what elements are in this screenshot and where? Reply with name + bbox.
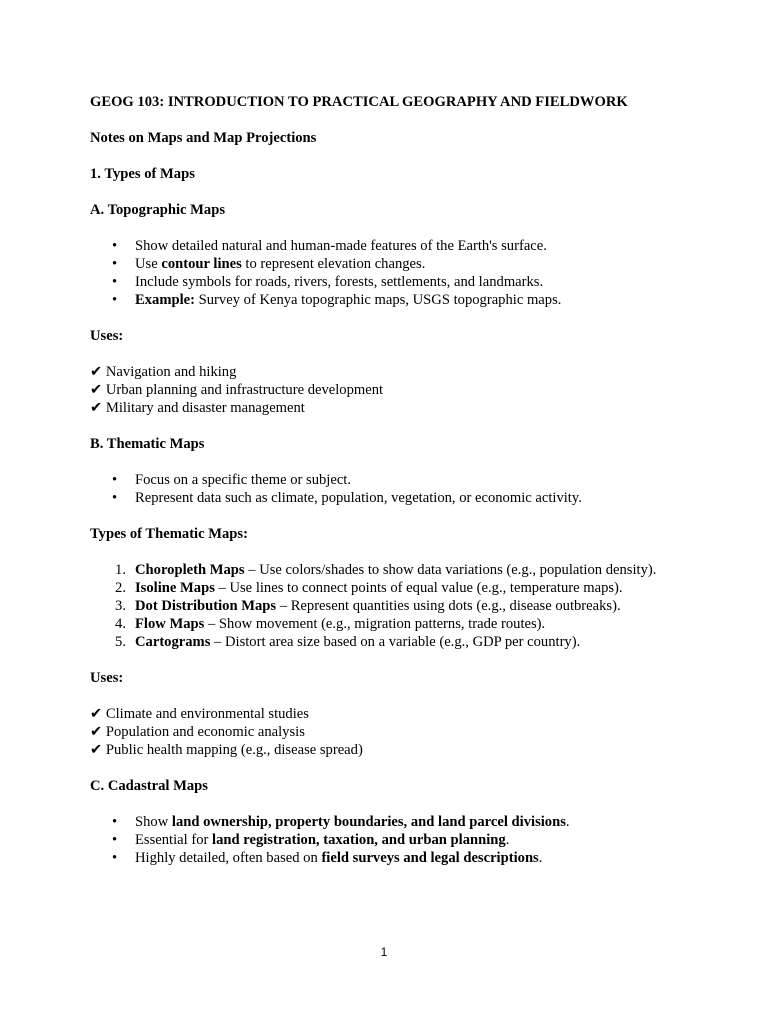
bullet-icon: •: [112, 814, 118, 830]
bold-term: Choropleth Maps: [135, 562, 245, 578]
list-item-text: Choropleth Maps – Use colors/shades to show data variations (e.g., population density).: [135, 562, 657, 578]
bold-term: Example:: [135, 292, 195, 308]
uses-heading: Uses:: [90, 670, 124, 686]
bullet-icon: •: [112, 292, 118, 308]
bold-term: contour lines: [161, 256, 242, 272]
bold-term: field surveys and legal descriptions: [321, 850, 539, 866]
subsection-heading-thematic: B. Thematic Maps: [90, 436, 205, 452]
check-item: ✔ Military and disaster management: [90, 400, 305, 416]
check-item: ✔ Population and economic analysis: [90, 724, 305, 740]
list-item-text: Include symbols for roads, rivers, forests, settlements, and landmarks.: [135, 274, 544, 290]
bold-term: Cartograms: [135, 634, 211, 650]
list-item-text: Focus on a specific theme or subject.: [135, 472, 352, 488]
check-icon: ✔: [90, 400, 103, 416]
check-icon: ✔: [90, 706, 103, 722]
bullet-icon: •: [112, 472, 118, 488]
bold-term: Dot Distribution Maps: [135, 598, 277, 614]
check-icon: ✔: [90, 742, 103, 758]
uses-heading: Uses:: [90, 328, 124, 344]
item-number: 3.: [115, 598, 126, 614]
bullet-icon: •: [112, 832, 118, 848]
bullet-icon: •: [112, 256, 118, 272]
list-item-text: Highly detailed, often based on field surveys and legal descriptions.: [135, 850, 543, 866]
list-item-text: Example: Survey of Kenya topographic maps, USGS topographic maps.: [135, 292, 562, 308]
list-item-text: Show land ownership, property boundaries, and land parcel divisions.: [135, 814, 570, 830]
check-item: ✔ Public health mapping (e.g., disease spread): [90, 742, 363, 758]
bold-term: Isoline Maps: [135, 580, 215, 596]
check-icon: ✔: [90, 364, 103, 380]
list-item-text: Isoline Maps – Use lines to connect points of equal value (e.g., temperature maps).: [135, 580, 623, 596]
subsection-heading-topographic: A. Topographic Maps: [90, 202, 226, 218]
bold-term: land registration, taxation, and urban planning: [212, 832, 506, 848]
list-item-text: Cartograms – Distort area size based on a variable (e.g., GDP per country).: [135, 634, 581, 650]
bold-term: Flow Maps: [135, 616, 205, 632]
subsection-heading-cadastral: C. Cadastral Maps: [90, 778, 208, 794]
list-item-text: Use contour lines to represent elevation changes.: [135, 256, 426, 272]
item-number: 1.: [115, 562, 126, 578]
course-title: GEOG 103: INTRODUCTION TO PRACTICAL GEOGRAPHY AND FIELDWORK: [90, 94, 628, 110]
check-icon: ✔: [90, 724, 103, 740]
notes-title: Notes on Maps and Map Projections: [90, 130, 317, 146]
list-item-text: Represent data such as climate, population, vegetation, or economic activity.: [135, 490, 582, 506]
bullet-icon: •: [112, 238, 118, 254]
check-item: ✔ Urban planning and infrastructure development: [90, 382, 384, 398]
types-heading: Types of Thematic Maps:: [90, 526, 248, 542]
list-item-text: Essential for land registration, taxation, and urban planning.: [135, 832, 510, 848]
list-item-text: Flow Maps – Show movement (e.g., migration patterns, trade routes).: [135, 616, 546, 632]
item-number: 2.: [115, 580, 126, 596]
check-item: ✔ Navigation and hiking: [90, 364, 237, 380]
list-item-text: Dot Distribution Maps – Represent quantities using dots (e.g., disease outbreaks).: [135, 598, 621, 614]
section-heading-types-of-maps: 1. Types of Maps: [90, 166, 195, 182]
list-item-text: Show detailed natural and human-made features of the Earth's surface.: [135, 238, 547, 254]
bullet-icon: •: [112, 850, 118, 866]
page-number: 1: [380, 945, 388, 959]
item-number: 4.: [115, 616, 126, 632]
bullet-icon: •: [112, 274, 118, 290]
bold-term: land ownership, property boundaries, and land parcel divisions: [171, 814, 566, 830]
check-item: ✔ Climate and environmental studies: [90, 706, 309, 722]
item-number: 5.: [115, 634, 126, 650]
bullet-icon: •: [112, 490, 118, 506]
check-icon: ✔: [90, 382, 103, 398]
